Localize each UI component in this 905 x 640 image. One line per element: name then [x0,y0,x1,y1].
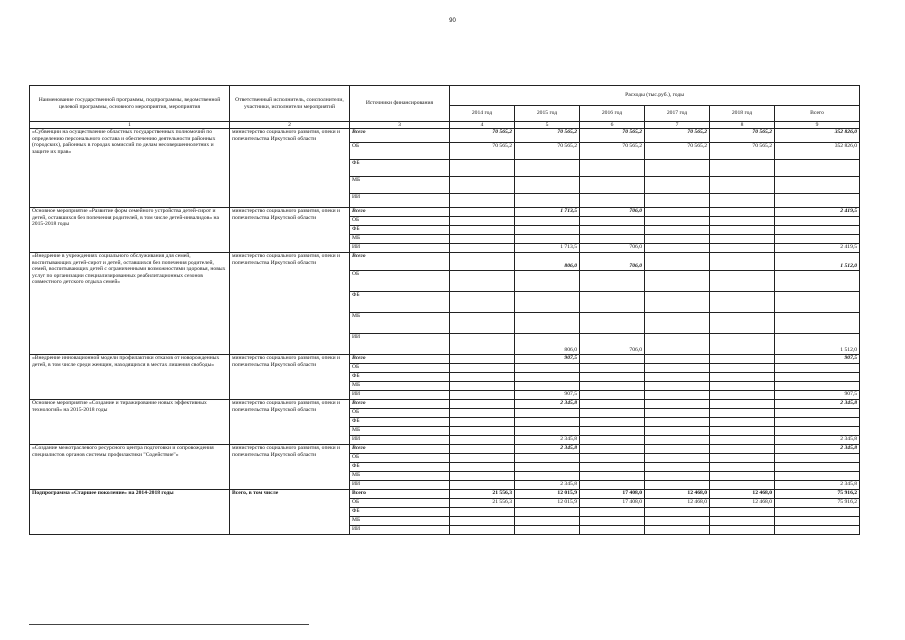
amount-cell [775,463,860,472]
amount-cell: 907,5 [775,391,860,400]
amount-cell [450,313,515,334]
amount-cell [580,481,645,490]
activity-executor: министерство социального развития, опеки и попечительства Иркутской области [230,355,350,400]
amount-cell: 1 713,5 [515,208,580,217]
table-row [30,129,860,143]
amount-cell [515,292,580,313]
amount-cell: 70 565,2 [450,129,515,143]
amount-cell: 907,5 [515,391,580,400]
activity-name: «Субвенции на осуществление областных государственных полномочий по определению персонального состава и обеспечению деятельности районных (городских), районных в городах комиссий по делам несовершеннолетних и защите их прав» [30,129,230,208]
amount-cell: 907,5 [515,355,580,364]
header-year: 2014 год [450,106,515,122]
amount-cell [710,334,775,355]
amount-cell [450,235,515,244]
financing-table [29,85,860,535]
amount-cell [515,160,580,177]
amount-cell [710,481,775,490]
funding-source: ОБ [350,499,450,508]
amount-cell [710,517,775,526]
amount-cell [710,364,775,373]
funding-source: МБ [350,235,450,244]
amount-cell: 806,0 [515,334,580,355]
amount-cell [645,208,710,217]
amount-cell [515,427,580,436]
amount-cell [710,526,775,535]
amount-cell [450,463,515,472]
header-year: 2016 год [580,106,645,122]
amount-cell [710,292,775,313]
funding-source: МБ [350,382,450,391]
amount-cell [515,454,580,463]
amount-cell [645,427,710,436]
amount-cell [580,463,645,472]
amount-cell [645,409,710,418]
amount-cell: 70 565,2 [580,143,645,160]
amount-cell [710,253,775,271]
amount-cell [645,418,710,427]
amount-cell [645,508,710,517]
amount-cell: 907,5 [775,355,860,364]
amount-cell [515,194,580,208]
amount-cell: 70 565,2 [710,143,775,160]
amount-cell [775,454,860,463]
amount-cell: 12 468,0 [645,499,710,508]
table-row [30,400,860,409]
amount-cell: 17 408,0 [580,490,645,499]
amount-cell: 70 565,2 [515,143,580,160]
amount-cell [450,244,515,253]
funding-source: Всего [350,400,450,409]
amount-cell [580,391,645,400]
amount-cell [710,271,775,292]
amount-cell [450,334,515,355]
funding-source: ОБ [350,364,450,373]
amount-cell [450,226,515,235]
amount-cell: 75 916,2 [775,490,860,499]
amount-cell: 706,0 [580,244,645,253]
amount-cell [710,355,775,364]
amount-cell [710,244,775,253]
amount-cell: 2 345,8 [775,436,860,445]
header-sources: Источники финансирования [350,86,450,122]
activity-name: «Внедрение в учреждениях социального обслуживания для семей, воспитывающих детей-сирот и детей, оставшихся без попечения родителей, семей, воспитывающих детей с ограниченными возможностями здоровья, новых услуг по организации специализированных реабилитационных сезонов совместного детского отдыха семей» [30,253,230,355]
amount-cell [645,194,710,208]
amount-cell [775,217,860,226]
amount-cell [580,373,645,382]
amount-cell [580,226,645,235]
amount-cell [580,355,645,364]
amount-cell [515,463,580,472]
amount-cell: 706,0 [580,208,645,217]
amount-cell [710,177,775,194]
amount-cell [450,160,515,177]
amount-cell [515,409,580,418]
amount-cell [580,508,645,517]
amount-cell [775,373,860,382]
funding-source: ФБ [350,292,450,313]
amount-cell [580,526,645,535]
header-expenses: Расходы (тыс.руб.), годы [450,86,860,106]
amount-cell [645,355,710,364]
amount-cell [450,409,515,418]
amount-cell [645,382,710,391]
funding-source: ФБ [350,418,450,427]
amount-cell [515,526,580,535]
amount-cell [450,292,515,313]
funding-source: Всего [350,445,450,454]
funding-source: ФБ [350,508,450,517]
amount-cell [580,271,645,292]
column-number: 8 [710,122,775,129]
amount-cell [710,508,775,517]
amount-cell [450,382,515,391]
funding-source: ФБ [350,373,450,382]
amount-cell [450,445,515,454]
amount-cell [645,400,710,409]
amount-cell: 12 015,9 [515,499,580,508]
funding-source: ИИ [350,244,450,253]
amount-cell [580,160,645,177]
amount-cell [515,373,580,382]
amount-cell [580,313,645,334]
amount-cell: 1 512,0 [775,334,860,355]
amount-cell: 1 512,0 [775,253,860,271]
amount-cell [450,208,515,217]
amount-cell [450,194,515,208]
funding-source: ФБ [350,226,450,235]
amount-cell [580,436,645,445]
amount-cell [580,472,645,481]
page-number: 90 [449,18,456,24]
amount-cell [775,160,860,177]
amount-cell [450,177,515,194]
amount-cell [515,508,580,517]
activity-executor: Всего, в том числе [230,490,350,535]
amount-cell [450,355,515,364]
amount-cell [775,194,860,208]
amount-cell [710,194,775,208]
amount-cell [645,334,710,355]
amount-cell [775,235,860,244]
amount-cell [645,235,710,244]
amount-cell [580,235,645,244]
header-year: 2018 год [710,106,775,122]
amount-cell: 2 345,8 [515,481,580,490]
funding-source: МБ [350,427,450,436]
amount-cell [450,427,515,436]
column-number: 9 [775,122,860,129]
funding-source: Всего [350,490,450,499]
amount-cell [645,292,710,313]
amount-cell [515,472,580,481]
activity-name: «Создание межотраслевого ресурсного центра подготовки и сопровождения специалистов органов системы профилактики "Содействие"» [30,445,230,490]
funding-source: Всего [350,208,450,217]
funding-source: Всего [350,129,450,143]
amount-cell [645,313,710,334]
amount-cell [450,526,515,535]
table-row [30,208,860,217]
amount-cell [645,517,710,526]
activity-executor: министерство социального развития, опеки и попечительства Иркутской области [230,208,350,253]
amount-cell [580,194,645,208]
column-number: 1 [30,122,230,129]
funding-source: ОБ [350,409,450,418]
footer-rule [29,624,309,625]
amount-cell: 12 468,0 [645,490,710,499]
amount-cell: 2 419,5 [775,208,860,217]
amount-cell: 2 345,8 [515,445,580,454]
amount-cell [710,400,775,409]
amount-cell [580,292,645,313]
amount-cell [580,364,645,373]
amount-cell [580,427,645,436]
funding-source: ИИ [350,481,450,490]
funding-source: ИИ [350,194,450,208]
amount-cell [450,508,515,517]
amount-cell [775,526,860,535]
funding-source: ИИ [350,436,450,445]
table-row [30,355,860,364]
amount-cell: 70 565,2 [450,143,515,160]
amount-cell [710,427,775,436]
amount-cell [450,373,515,382]
amount-cell [450,517,515,526]
amount-cell: 70 565,2 [645,129,710,143]
amount-cell: 352 826,0 [775,143,860,160]
activity-name: «Внедрение инновационной модели профилактики отказов от новорожденных детей, в том числе среди женщин, находящихся в местах лишения свободы» [30,355,230,400]
amount-cell: 2 419,5 [775,244,860,253]
column-number: 2 [230,122,350,129]
amount-cell [645,463,710,472]
amount-cell [710,382,775,391]
amount-cell: 21 556,3 [450,499,515,508]
amount-cell [580,517,645,526]
amount-cell [710,391,775,400]
amount-cell [450,253,515,271]
amount-cell: 2 345,8 [775,400,860,409]
funding-source: ОБ [350,271,450,292]
amount-cell: 2 345,8 [515,436,580,445]
amount-cell [450,418,515,427]
amount-cell [645,454,710,463]
amount-cell [710,235,775,244]
amount-cell [645,271,710,292]
amount-cell: 12 468,0 [710,490,775,499]
amount-cell [450,364,515,373]
amount-cell [515,313,580,334]
amount-cell [515,271,580,292]
header-program: Наименование государственной программы, подпрограммы, ведомственной целевой программы, основного мероприятия, мероприятия [30,86,230,122]
activity-executor: министерство социального развития, опеки и попечительства Иркутской области [230,445,350,490]
header-year: Всего [775,106,860,122]
amount-cell [645,391,710,400]
amount-cell: 2 345,8 [775,481,860,490]
amount-cell [775,508,860,517]
activity-executor: министерство социального развития, опеки и попечительства Иркутской области [230,129,350,208]
amount-cell [710,436,775,445]
amount-cell: 706,0 [580,334,645,355]
amount-cell [580,217,645,226]
column-number: 6 [580,122,645,129]
amount-cell [515,418,580,427]
amount-cell [710,373,775,382]
column-number: 3 [350,122,450,129]
amount-cell [710,409,775,418]
amount-cell [645,373,710,382]
amount-cell [775,226,860,235]
amount-cell [775,313,860,334]
amount-cell: 12 468,0 [710,499,775,508]
amount-cell [515,235,580,244]
amount-cell [450,271,515,292]
amount-cell [515,226,580,235]
amount-cell [645,364,710,373]
amount-cell [710,313,775,334]
amount-cell [580,400,645,409]
amount-cell [645,472,710,481]
amount-cell [450,400,515,409]
amount-cell: 21 556,3 [450,490,515,499]
amount-cell [580,418,645,427]
amount-cell [580,382,645,391]
amount-cell [580,177,645,194]
amount-cell [580,445,645,454]
funding-source: ОБ [350,143,450,160]
funding-source: ИИ [350,391,450,400]
table-row [30,490,860,499]
amount-cell: 706,0 [580,253,645,271]
amount-cell [515,382,580,391]
amount-cell [645,226,710,235]
amount-cell: 70 565,2 [645,143,710,160]
amount-cell [710,208,775,217]
amount-cell [645,253,710,271]
amount-cell [775,364,860,373]
amount-cell [645,160,710,177]
amount-cell [710,160,775,177]
amount-cell [710,418,775,427]
column-number: 7 [645,122,710,129]
amount-cell [450,481,515,490]
amount-cell: 806,0 [515,253,580,271]
funding-source: ФБ [350,160,450,177]
funding-source: МБ [350,313,450,334]
amount-cell: 12 015,9 [515,490,580,499]
amount-cell [710,454,775,463]
amount-cell: 2 345,8 [775,445,860,454]
amount-cell [450,472,515,481]
amount-cell [775,177,860,194]
amount-cell [775,472,860,481]
amount-cell: 352 826,0 [775,129,860,143]
amount-cell: 2 345,8 [515,400,580,409]
activity-name: Основное мероприятие «Развитие форм семейного устройства детей-сирот и детей, оставшихся без попечения родителей, в том числе детей-инвалидов» на 2015-2018 годы [30,208,230,253]
amount-cell [515,177,580,194]
column-number: 5 [515,122,580,129]
funding-source: Всего [350,253,450,271]
amount-cell [645,244,710,253]
funding-source: ИИ [350,334,450,355]
amount-cell: 70 565,2 [515,129,580,143]
header-executor: Ответственный исполнитель, соисполнители, участники, исполнители мероприятий [230,86,350,122]
amount-cell [645,436,710,445]
amount-cell [775,427,860,436]
amount-cell [710,226,775,235]
amount-cell [515,517,580,526]
amount-cell [580,409,645,418]
amount-cell [775,271,860,292]
table-row [30,253,860,271]
funding-source: МБ [350,517,450,526]
amount-cell [450,217,515,226]
amount-cell: 17 408,0 [580,499,645,508]
funding-source: ФБ [350,463,450,472]
amount-cell: 70 565,2 [580,129,645,143]
amount-cell: 70 565,2 [710,129,775,143]
amount-cell [775,517,860,526]
amount-cell [775,409,860,418]
table-row [30,445,860,454]
funding-source: ИИ [350,526,450,535]
amount-cell [580,454,645,463]
amount-cell [645,445,710,454]
amount-cell [710,463,775,472]
column-number: 4 [450,122,515,129]
amount-cell [645,526,710,535]
funding-source: МБ [350,472,450,481]
amount-cell: 1 713,5 [515,244,580,253]
amount-cell [515,217,580,226]
amount-cell [450,436,515,445]
amount-cell [710,217,775,226]
amount-cell: 75 916,2 [775,499,860,508]
amount-cell [710,445,775,454]
amount-cell [450,391,515,400]
amount-cell [450,454,515,463]
funding-source: ОБ [350,217,450,226]
activity-name: Основное мероприятие «Создание и тиражирование новых эффективных технологий» на 2015-2018 годы [30,400,230,445]
amount-cell [710,472,775,481]
amount-cell [775,382,860,391]
amount-cell [515,364,580,373]
amount-cell [775,418,860,427]
funding-source: Всего [350,355,450,364]
amount-cell [645,481,710,490]
header-year: 2017 год [645,106,710,122]
activity-name: Подпрограмма «Старшее поколение» на 2014-2018 годы [30,490,230,535]
activity-executor: министерство социального развития, опеки и попечительства Иркутской области [230,400,350,445]
amount-cell [645,177,710,194]
amount-cell [775,292,860,313]
funding-source: ОБ [350,454,450,463]
header-year: 2015 год [515,106,580,122]
funding-source: МБ [350,177,450,194]
activity-executor: министерство социального развития, опеки и попечительства Иркутской области [230,253,350,355]
amount-cell [645,217,710,226]
